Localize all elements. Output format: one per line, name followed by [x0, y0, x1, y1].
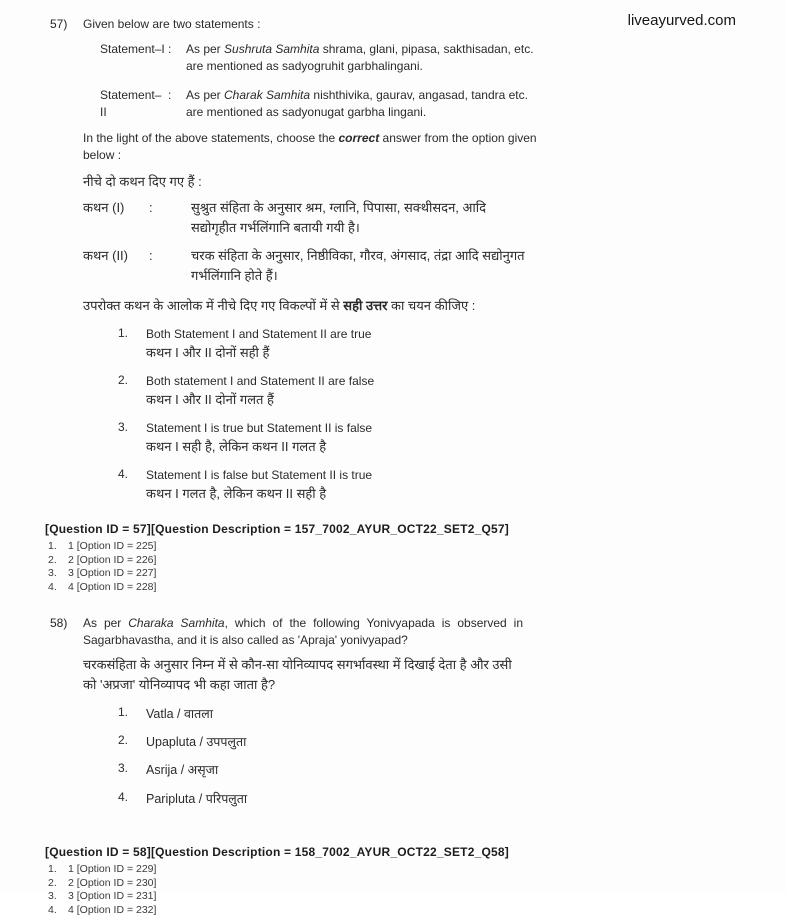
- statement-2-row: [100, 87, 786, 121]
- option-id-number: 2.: [48, 876, 57, 889]
- statement-2-post: nishthivika, gaurav, angasad, tandra etc. are mentioned as sadyonugat garbha lingani.: [186, 88, 528, 120]
- option-text: [146, 420, 372, 457]
- option-id-text: 3 [Option ID = 227]: [68, 567, 157, 580]
- question-number: 58): [50, 615, 68, 630]
- instruction-en-post: answer from the option given below :: [83, 130, 537, 162]
- option-text-en: Statement I is true but Statement II is false: [146, 421, 373, 436]
- option-text-hi: कथन I गलत है, लेकिन कथन II सही है: [146, 486, 327, 502]
- option-id-text: 2 [Option ID = 226]: [68, 553, 157, 566]
- watermark-text: liveayurved.com: [627, 12, 736, 29]
- q57-option-3: [118, 420, 786, 457]
- statement-2-italic: Charak Samhita: [224, 88, 311, 103]
- statement-1-row: [100, 41, 786, 75]
- hindi-intro: नीचे दो कथन दिए गए हैं :: [83, 173, 202, 189]
- question-58: [0, 615, 786, 918]
- option-text: Asrija / असृजा: [146, 763, 219, 778]
- option-id-text: 1 [Option ID = 225]: [68, 540, 157, 553]
- question-58-meta: [Question ID = 58][Question Description = 158_7002_AYUR_OCT22_SET2_Q58]: [45, 845, 509, 860]
- option-id-text: 2 [Option ID = 230]: [68, 876, 157, 889]
- option-text: [146, 326, 371, 363]
- instruction-en-pre: In the light of the above statements, choose the: [83, 130, 339, 145]
- option-number: 4.: [118, 467, 129, 482]
- q58-hindi-text: चरकसंहिता के अनुसार निम्न में से कौन-सा योनिव्यापद सगर्भावस्था में दिखाई देता है और उसी को 'अप्रजा' योनिव्यापद भी कहा जाता है?: [83, 657, 512, 693]
- instruction-en-bold: correct: [338, 130, 380, 145]
- question-number: 57): [50, 17, 68, 31]
- option-text: [146, 467, 372, 504]
- instruction-hi-post: का चयन कीजिए :: [387, 298, 476, 314]
- q58-option-id-1: [48, 863, 786, 877]
- option-text-en: Statement I is false but Statement II is true: [146, 468, 373, 483]
- q58-intro-pre: As per: [83, 615, 129, 630]
- statement-1-italic: Sushruta Samhita: [224, 41, 320, 56]
- question-intro: [83, 615, 523, 649]
- statement-2-text: [186, 87, 538, 121]
- statement-1-pre: As per: [186, 41, 225, 56]
- option-id-number: 1.: [48, 540, 57, 553]
- option-text-hi: कथन I और II दोनों सही हैं: [146, 345, 270, 361]
- q57-option-2: [118, 373, 786, 410]
- q58-option-1: [118, 705, 786, 724]
- option-id-number: 3.: [48, 567, 57, 580]
- q58-option-3: [118, 761, 786, 780]
- q58-intro-italic: Charaka Samhita: [128, 615, 225, 630]
- option-number: 2.: [118, 732, 129, 747]
- kathan-1-colon: :: [149, 199, 153, 215]
- option-number: 1.: [118, 326, 129, 341]
- q57-option-1: [118, 326, 786, 363]
- option-number: 3.: [118, 420, 129, 435]
- statement-1-colon: :: [168, 41, 172, 56]
- kathan-1-text: सुश्रुत संहिता के अनुसार श्रम, ग्लानि, पिपासा, सक्थीसदन, आदि सद्योगृहीत गर्भलिंगानि बतायी गयी है।: [191, 199, 487, 235]
- statement-2-pre: As per: [186, 88, 225, 103]
- option-number: 2.: [118, 373, 129, 388]
- statement-1-label: Statement–I: [100, 41, 165, 56]
- question-57-meta: [Question ID = 57][Question Description = 157_7002_AYUR_OCT22_SET2_Q57]: [45, 522, 509, 537]
- option-id-number: 1.: [48, 863, 57, 876]
- q57-option-4: [118, 467, 786, 504]
- q58-intro-post: , which of the following Yonivyapada is observed in Sagarbhavastha, and it is also called as 'Apraja' yonivyapad?: [83, 615, 523, 647]
- q57-option-id-4: [48, 581, 786, 595]
- kathan-2-row: [83, 246, 786, 286]
- q58-option-id-2: [48, 877, 786, 891]
- option-text-hi: कथन I और II दोनों गलत हैं: [146, 392, 274, 408]
- statement-1-post: shrama, glani, pipasa, sakthisadan, etc. are mentioned as sadyogruhit garbhalingani.: [186, 41, 534, 73]
- kathan-2-label: कथन (II): [83, 248, 128, 263]
- option-text: Upapluta / उपपलुता: [146, 734, 247, 749]
- option-number: 1.: [118, 704, 129, 719]
- question-58-hindi: [83, 655, 786, 695]
- statement-2-label: Statement–II: [100, 88, 162, 120]
- kathan-1-label: कथन (I): [83, 199, 125, 215]
- option-text: Vatla / वातला: [146, 706, 214, 721]
- kathan-2-colon: :: [149, 248, 153, 263]
- q57-option-id-3: [48, 567, 786, 581]
- statement-2-colon: :: [168, 88, 172, 103]
- instruction-hi: [83, 296, 786, 316]
- option-id-text: 1 [Option ID = 229]: [68, 863, 157, 876]
- statement-1-text: [186, 41, 538, 75]
- option-text-en: Both Statement I and Statement II are true: [146, 327, 372, 342]
- option-text-hi: कथन I सही है, लेकिन कथन II गलत है: [146, 439, 327, 455]
- option-id-number: 2.: [48, 553, 57, 566]
- option-id-text: 3 [Option ID = 231]: [68, 890, 157, 903]
- option-text-en: Both statement I and Statement II are false: [146, 374, 375, 389]
- option-id-text: 4 [Option ID = 228]: [68, 581, 157, 594]
- q58-option-4: [118, 790, 786, 809]
- q57-option-id-1: [48, 540, 786, 554]
- q57-option-id-2: [48, 554, 786, 568]
- option-text: Paripluta / परिपलुता: [146, 791, 248, 806]
- option-number: 3.: [118, 761, 129, 776]
- option-id-text: 4 [Option ID = 232]: [68, 904, 157, 917]
- instruction-hi-bold: सही उत्तर: [343, 298, 388, 314]
- kathan-1-row: [83, 198, 786, 238]
- option-text: [146, 373, 374, 410]
- question-58-header: [50, 615, 786, 649]
- option-id-number: 3.: [48, 890, 57, 903]
- option-number: 4.: [118, 789, 129, 804]
- question-intro: Given below are two statements :: [83, 17, 261, 31]
- q58-option-2: [118, 733, 786, 752]
- instruction-hi-pre: उपरोक्त कथन के आलोक में नीचे दिए गए विकल्पों में से: [83, 298, 344, 314]
- q58-option-id-4: [48, 904, 786, 918]
- option-id-number: 4.: [48, 904, 57, 917]
- option-id-number: 4.: [48, 581, 57, 594]
- instruction-en: [83, 130, 551, 164]
- q58-option-id-3: [48, 890, 786, 904]
- kathan-2-text: चरक संहिता के अनुसार, निष्ठीविका, गौरव, अंगसाद, तंद्रा आदि सद्योनुगत गर्भलिंगानि होते हैं।: [191, 248, 525, 284]
